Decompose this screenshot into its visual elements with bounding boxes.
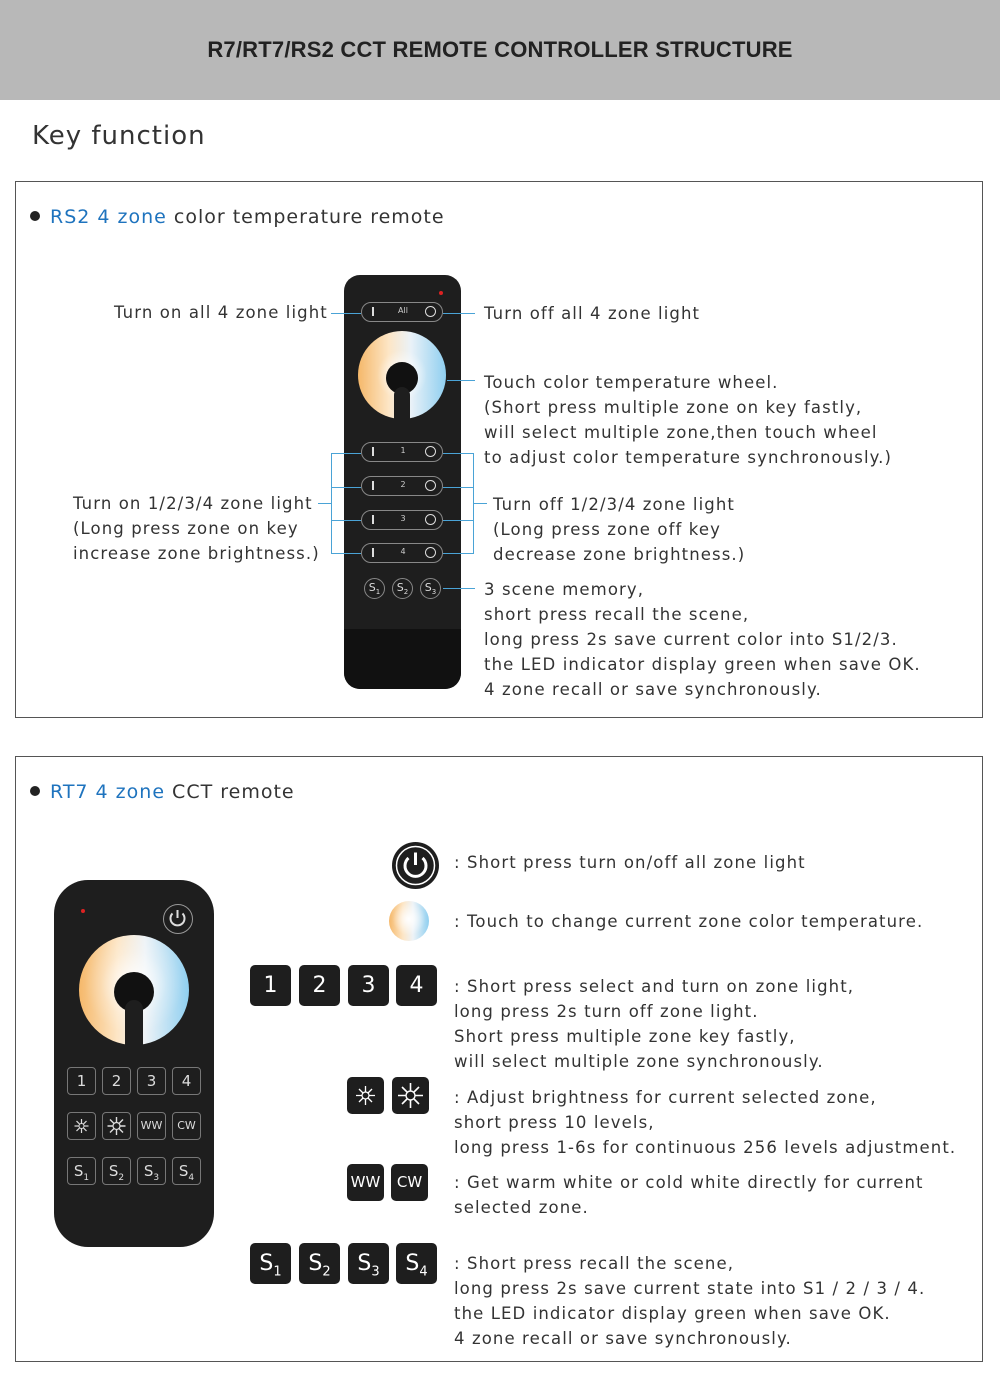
zone-label: 1	[400, 446, 406, 455]
scene-number: 1	[273, 1264, 282, 1280]
rs2-remote	[344, 275, 461, 689]
rt7-heading-highlight: RT7 4 zone	[50, 781, 166, 803]
text-line: : Get warm white or cold white directly for current	[454, 1173, 924, 1192]
text-line: Short press multiple zone key fastly,	[454, 1027, 796, 1046]
callout-line	[443, 520, 473, 521]
zone-1-button[interactable]	[361, 442, 443, 462]
zone-1-key[interactable]: 1	[67, 1067, 96, 1095]
scene-letter: S	[405, 1251, 420, 1276]
text-line: long press 2s turn off zone light.	[454, 1002, 759, 1021]
callout-line	[443, 487, 473, 488]
scene-number: 4	[188, 1173, 195, 1183]
power-button[interactable]	[163, 904, 193, 934]
all-zone-button[interactable]	[361, 302, 443, 322]
zone-3-key[interactable]: 3	[137, 1067, 166, 1095]
brightness-up-key[interactable]	[102, 1112, 131, 1140]
callout-turn-off-all: Turn off all 4 zone light	[484, 304, 701, 323]
callout-scene	[484, 577, 921, 702]
text-line: the LED indicator display green when save OK.	[484, 655, 921, 674]
scene-number: 1	[375, 588, 381, 597]
text-line: to adjust color temperature synchronously.)	[484, 448, 893, 467]
text-line: Turn off 1/2/3/4 zone light	[493, 495, 735, 514]
rs2-heading-rest: color temperature remote	[166, 206, 445, 228]
callout-line	[473, 503, 487, 504]
scene-3-key-legend	[348, 1243, 389, 1284]
rt7-heading-rest: CCT remote	[165, 781, 295, 803]
callout-turn-on-all: Turn on all 4 zone light	[114, 303, 328, 322]
off-icon	[425, 547, 436, 558]
led-indicator	[439, 291, 443, 295]
text-line: long press 1-6s for continuous 256 levels adjustment.	[454, 1138, 957, 1157]
scene-1-key[interactable]	[67, 1157, 96, 1185]
rs2-heading-highlight: RS2 4 zone	[50, 206, 167, 228]
zone-label: 3	[400, 514, 406, 523]
text-line: short press recall the scene,	[484, 605, 750, 624]
scene-letter: S	[368, 581, 376, 594]
page-title: R7/RT7/RS2 CCT REMOTE CONTROLLER STRUCTURE	[207, 37, 793, 62]
scene-3-key[interactable]	[137, 1157, 166, 1185]
scene-letter: S	[178, 1162, 189, 1180]
header-bar	[0, 0, 1000, 100]
text-line: long press 2s save current color into S1/2/3.	[484, 630, 898, 649]
zone-2-key[interactable]: 2	[102, 1067, 131, 1095]
ww-key[interactable]: WW	[137, 1112, 166, 1140]
desc-brightness	[454, 1085, 956, 1160]
text-line: long press 2s save current state into S1 / 2 / 3 / 4.	[454, 1279, 926, 1298]
scene-letter: S	[396, 581, 404, 594]
brightness-down-icon	[68, 1113, 95, 1139]
callout-line	[331, 487, 361, 488]
brightness-up-icon	[392, 1077, 429, 1114]
wheel-notch	[394, 387, 410, 419]
desc-power: : Short press turn on/off all zone light	[454, 853, 806, 872]
scene-2-key-legend	[299, 1243, 340, 1284]
brightness-down-key-legend	[347, 1077, 384, 1114]
scene-letter: S	[143, 1162, 154, 1180]
off-icon	[425, 446, 436, 457]
text-line: : Short press recall the scene,	[454, 1254, 735, 1273]
zone-label: 4	[400, 547, 406, 556]
color-wheel-icon	[389, 901, 429, 941]
zone-3-key-legend: 3	[348, 965, 389, 1006]
ww-key-legend: WW	[347, 1164, 384, 1201]
callout-bracket	[331, 453, 332, 554]
scene-letter: S	[259, 1251, 274, 1276]
text-line: 4 zone recall or save synchronously.	[484, 680, 822, 699]
scene-letter: S	[108, 1162, 119, 1180]
text-line: short press 10 levels,	[454, 1113, 655, 1132]
text-line: the LED indicator display green when save OK.	[454, 1304, 891, 1323]
bullet-icon	[30, 786, 40, 796]
text-line: 4 zone recall or save synchronously.	[454, 1329, 792, 1348]
callout-line	[443, 588, 475, 589]
cw-key-legend: CW	[391, 1164, 428, 1201]
scene-1-key-legend	[250, 1243, 291, 1284]
callout-line	[447, 380, 475, 381]
scene-2-button[interactable]	[392, 578, 413, 599]
scene-2-key[interactable]	[102, 1157, 131, 1185]
wheel-notch	[125, 1000, 143, 1045]
led-indicator	[81, 909, 85, 913]
rs2-remote-base	[344, 629, 461, 689]
scene-letter: S	[424, 581, 432, 594]
rs2-heading	[30, 206, 445, 228]
cw-key[interactable]: CW	[172, 1112, 201, 1140]
zone-2-key-legend: 2	[299, 965, 340, 1006]
zone-1-key-legend: 1	[250, 965, 291, 1006]
scene-number: 3	[431, 588, 437, 597]
zone-4-key-legend: 4	[396, 965, 437, 1006]
text-line: Turn on 1/2/3/4 zone light	[73, 494, 313, 513]
text-line: (Long press zone on key	[73, 519, 299, 538]
zone-2-button[interactable]	[361, 476, 443, 496]
power-icon	[164, 905, 191, 932]
callout-wheel	[484, 370, 892, 470]
brightness-down-icon	[347, 1077, 384, 1114]
desc-wwcw	[454, 1170, 924, 1220]
zone-4-key[interactable]: 4	[172, 1067, 201, 1095]
scene-4-key[interactable]	[172, 1157, 201, 1185]
section-title: Key function	[32, 121, 206, 151]
callout-line	[443, 553, 473, 554]
text-line: selected zone.	[454, 1198, 589, 1217]
callout-zone-off	[493, 492, 745, 567]
power-icon	[392, 842, 439, 889]
text-line: : Adjust brightness for current selected zone,	[454, 1088, 877, 1107]
power-key-legend	[392, 842, 439, 889]
callout-line	[443, 453, 473, 454]
desc-zones	[454, 974, 854, 1074]
text-line: increase zone brightness.)	[73, 544, 320, 563]
rt7-remote	[54, 880, 214, 1247]
scene-number: 3	[153, 1173, 160, 1183]
text-line: 3 scene memory,	[484, 580, 645, 599]
text-line: decrease zone brightness.)	[493, 545, 746, 564]
callout-line	[331, 453, 361, 454]
all-label: All	[398, 306, 408, 315]
callout-line	[331, 553, 361, 554]
zone-3-button[interactable]	[361, 510, 443, 530]
scene-1-button[interactable]	[364, 578, 385, 599]
scene-letter: S	[73, 1162, 84, 1180]
off-icon	[425, 306, 436, 317]
scene-number: 3	[371, 1264, 380, 1280]
zone-4-button[interactable]	[361, 543, 443, 563]
rt7-heading	[30, 781, 295, 803]
brightness-up-key-legend	[392, 1077, 429, 1114]
callout-line	[318, 503, 331, 504]
callout-zone-on	[73, 491, 320, 566]
scene-number: 2	[322, 1264, 331, 1280]
scene-number: 2	[118, 1173, 125, 1183]
scene-number: 1	[83, 1173, 90, 1183]
callout-line	[331, 520, 361, 521]
off-icon	[425, 514, 436, 525]
brightness-up-icon	[103, 1113, 130, 1139]
scene-number: 2	[403, 588, 409, 597]
text-line: Touch color temperature wheel.	[484, 373, 779, 392]
bullet-icon	[30, 211, 40, 221]
scene-letter: S	[308, 1251, 323, 1276]
desc-scenes	[454, 1251, 925, 1351]
callout-line	[443, 313, 475, 314]
text-line: (Short press multiple zone on key fastly,	[484, 398, 863, 417]
scene-4-key-legend	[396, 1243, 437, 1284]
text-line: (Long press zone off key	[493, 520, 721, 539]
callout-line	[331, 313, 361, 314]
text-line: will select multiple zone,then touch wheel	[484, 423, 878, 442]
brightness-down-key[interactable]	[67, 1112, 96, 1140]
text-line: will select multiple zone synchronously.	[454, 1052, 824, 1071]
scene-3-button[interactable]	[420, 578, 441, 599]
off-icon	[425, 480, 436, 491]
scene-letter: S	[357, 1251, 372, 1276]
text-line: : Short press select and turn on zone light,	[454, 977, 855, 996]
desc-wheel: : Touch to change current zone color temperature.	[454, 912, 924, 931]
scene-number: 4	[419, 1264, 428, 1280]
zone-label: 2	[400, 480, 406, 489]
